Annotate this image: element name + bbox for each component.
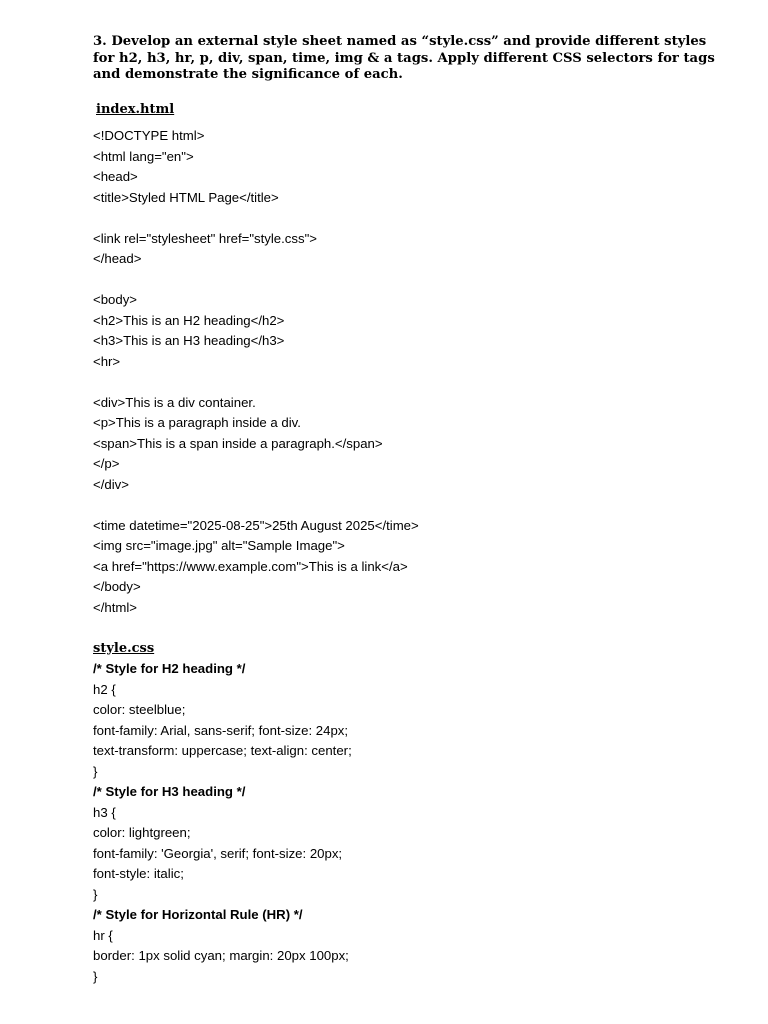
question-text [93, 34, 715, 84]
code-line [93, 208, 693, 229]
code-line: color: lightgreen; [93, 825, 191, 840]
style-css-code [93, 659, 693, 987]
code-line: color: steelblue; [93, 702, 186, 717]
code-line: border: 1px solid cyan; margin: 20px 100px; [93, 948, 349, 963]
code-line: <h3>This is an H3 heading</h3> [93, 333, 285, 348]
code-line [93, 372, 693, 393]
document-page [93, 34, 715, 987]
style-css-title: style.css [93, 640, 155, 656]
code-line: <title>Styled HTML Page</title> [93, 189, 279, 205]
spacer [93, 618, 693, 639]
code-line: hr { [93, 927, 113, 943]
code-line: text-transform: uppercase; text-align: center; [93, 743, 352, 758]
code-line: font-family: Arial, sans-serif; font-size: 24px; [93, 722, 349, 738]
question-line: and demonstrate the significance of each. [93, 67, 403, 82]
code-line: } [93, 763, 98, 779]
question-line: 3. Develop an external style sheet named as “style.css” and provide different styles [93, 34, 707, 49]
code-line: font-family: 'Georgia', serif; font-size: 20px; [93, 845, 343, 861]
question-line: for h2, h3, hr, p, div, span, time, img & a tags. Apply different CSS selectors for tags [93, 50, 715, 66]
code-line: <hr> [93, 353, 121, 369]
code-line [93, 495, 693, 516]
css-comment-line: /* Style for Horizontal Rule (HR) */ [93, 907, 303, 922]
code-line: } [93, 968, 98, 984]
code-line: <div>This is a div container. [93, 394, 256, 410]
code-line: </div> [93, 476, 129, 492]
code-line: <body> [93, 292, 137, 307]
code-line: <!DOCTYPE html> [93, 128, 205, 143]
code-line: } [93, 886, 98, 902]
index-html-title: index.html [96, 101, 175, 117]
code-line: </html> [93, 599, 137, 615]
code-line: <img src="image.jpg" alt="Sample Image"> [93, 538, 345, 553]
code-line: <head> [93, 169, 138, 184]
code-line: <h2>This is an H2 heading</h2> [93, 312, 285, 328]
code-line: <time datetime="2025-08-25">25th August 2025</time> [93, 517, 419, 533]
css-comment-line: /* Style for H3 heading */ [93, 784, 246, 799]
code-line: font-style: italic; [93, 866, 184, 881]
code-line: <span>This is a span inside a paragraph.</span> [93, 435, 383, 451]
code-line: <a href="https://www.example.com">This is a link</a> [93, 558, 408, 574]
code-line: <html lang="en"> [93, 148, 194, 164]
code-line: <link rel="stylesheet" href="style.css"> [93, 230, 317, 246]
code-line [93, 270, 693, 291]
code-line: </head> [93, 251, 142, 266]
code-line: </body> [93, 579, 141, 594]
code-line: </p> [93, 456, 120, 471]
index-html-code [93, 126, 693, 618]
code-line: <p>This is a paragraph inside a div. [93, 415, 301, 430]
css-comment-line: /* Style for H2 heading */ [93, 661, 246, 676]
code-line: h2 { [93, 681, 116, 697]
code-line: h3 { [93, 804, 116, 820]
